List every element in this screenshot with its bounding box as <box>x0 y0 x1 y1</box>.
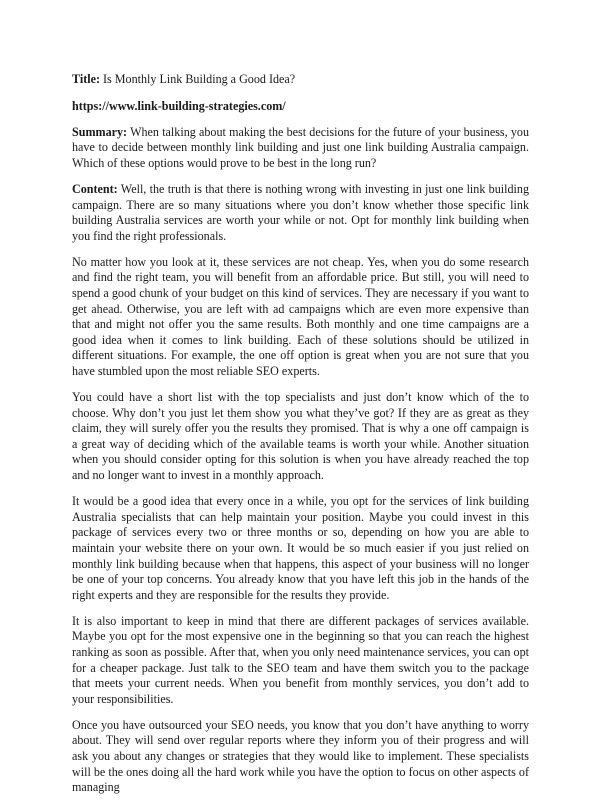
summary-label: Summary: <box>72 124 128 139</box>
body-paragraph-2: You could have a short list with the top specialists and just don’t know which of the to choose. Why don’t you just let them show you what they’ve got? If they are as great as they claim, they will surely offer you the results they promised. That is why a one off campaign is a great way of deciding which of the available teams is worth your while. Another situation when you should consider opting for this solution is when you have already reached the top and no longer want to invest in a monthly approach. <box>72 390 529 483</box>
content-paragraph <box>72 182 529 244</box>
site-url: https://www.link-building-strategies.com/ <box>72 98 286 113</box>
summary-paragraph <box>72 125 529 172</box>
title-label: Title: <box>72 72 100 86</box>
content-text: Well, the truth is that there is nothing wrong with investing in just one link building campaign. There are so many situations where you don’t know whether those specific link building Australia services are worth your while or not. Opt for monthly link building when you find the right professionals. <box>72 181 529 243</box>
body-paragraph-1: No matter how you look at it, these services are not cheap. Yes, when you do some research and find the right team, you will benefit from an affordable price. But still, you will need to spend a good chunk of your budget on this kind of services. They are necessary if you want to get ahead. Otherwise, you are left with ad campaigns which are even more expensive than that and might not offer you the same results. Both monthly and one time campaigns are a good idea when it comes to link building. Each of these solutions should be utilized in different situations. For example, the one off option is great when you are not sure that you have stumbled upon the most reliable SEO experts. <box>72 254 529 378</box>
content-label: Content: <box>72 181 118 196</box>
document-page <box>72 72 529 806</box>
title-text: Is Monthly Link Building a Good Idea? <box>100 72 296 86</box>
summary-text: When talking about making the best decisions for the future of your business, you have to decide between monthly link building and just one link building Australia campaign. Which of these options would prove to be best in the long run? <box>72 124 529 170</box>
body-paragraph-5: Once you have outsourced your SEO needs, you know that you don’t have anything to worry about. They will send over regular reports where they inform you of their progress and will ask you about any changes or strategies that they would like to implement. These specialists will be the ones doing all the hard work while you have the option to focus on other aspects of managing <box>72 717 529 795</box>
title-line <box>72 72 529 88</box>
body-paragraph-3: It would be a good idea that every once in a while, you opt for the services of link building Australia specialists that can help maintain your position. Maybe you could invest in this package of services every two or three months or so, depending on how you are able to maintain your website there on your own. It would be so much easier if you just relied on monthly link building because when that happens, this aspect of your business will no longer be one of your top concerns. You already know that you have left this job in the hands of the right experts and they are responsible for the results they provide. <box>72 494 529 602</box>
body-paragraph-4: It is also important to keep in mind that there are different packages of services available. Maybe you opt for the most expensive one in the beginning so that you can reach the highest ranking as soon as possible. After that, when you only need maintenance services, you can opt for a cheaper package. Just talk to the SEO team and have them switch you to the package that meets your current needs. When you benefit from monthly services, you don’t add to your responsibilities. <box>72 613 529 706</box>
